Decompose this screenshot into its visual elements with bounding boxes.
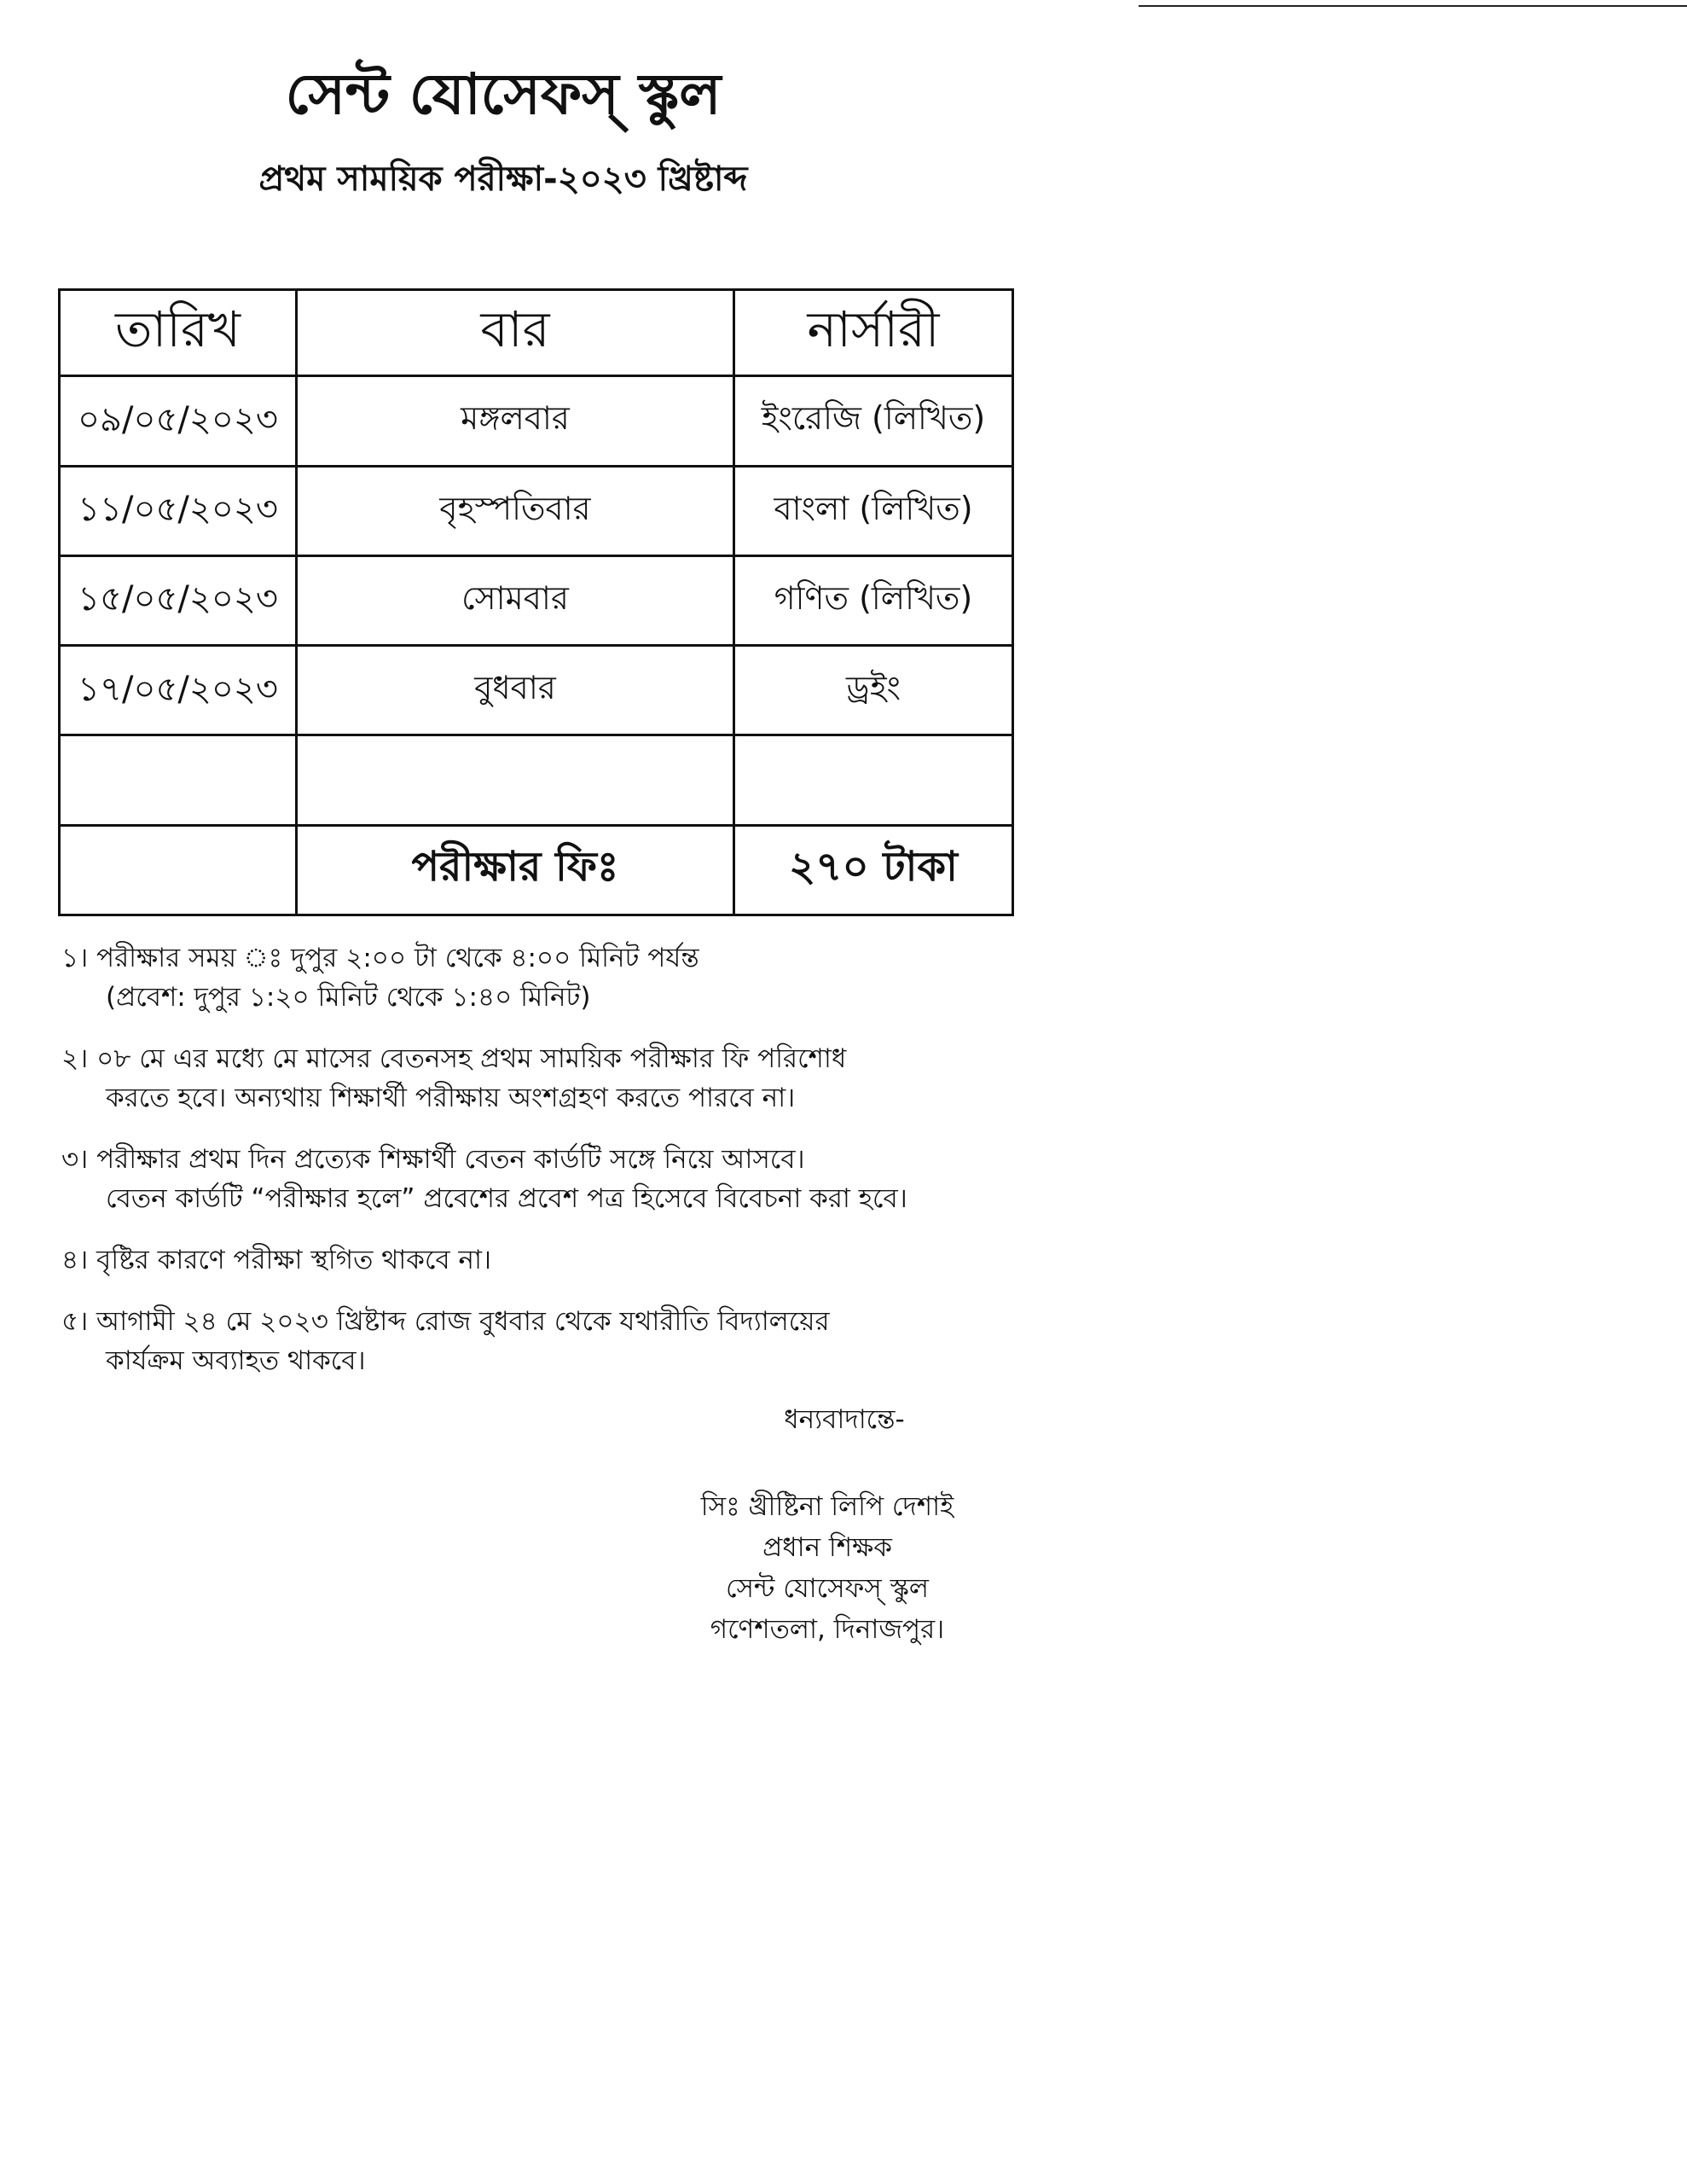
header-date: তারিখ bbox=[60, 290, 297, 376]
table-header-row bbox=[60, 290, 1013, 376]
instruction-line: ৫। আগামী ২৪ মে ২০২৩ খ্রিষ্টাব্দ রোজ বুধবার থেকে যথারীতি বিদ্যালয়ের bbox=[61, 1306, 830, 1337]
exam-schedule-table bbox=[58, 288, 1014, 916]
header-day: বার bbox=[297, 290, 734, 376]
cell-day: বুধবার bbox=[297, 646, 734, 735]
cell-empty bbox=[734, 735, 1013, 825]
cell-day: সোমবার bbox=[297, 555, 734, 645]
instruction-line: ১। পরীক্ষার সময় ঃ দুপুর ২:০০ টা থেকে ৪:০০ মিনিট পর্যন্ত bbox=[61, 943, 699, 973]
cell-subject: বাংলা (লিখিত) bbox=[734, 466, 1013, 555]
closing-thanks: ধন্যবাদান্তে- bbox=[784, 1404, 905, 1435]
exam-title: প্রথম সাময়িক পরীক্ষা-২০২৩ খ্রিষ্টাব্দ bbox=[258, 160, 748, 199]
signatory-name: সিঃ খ্রীষ্টিনা লিপি দেশাই bbox=[700, 1491, 954, 1522]
table-row-fee bbox=[60, 825, 1013, 915]
scan-edge-line bbox=[1139, 5, 1687, 7]
instruction-line: বেতন কার্ডটি “পরীক্ষার হলে” প্রবেশের প্রবেশ পত্র হিসেবে বিবেচনা করা হবে। bbox=[106, 1183, 907, 1214]
instruction-item bbox=[61, 1302, 1042, 1380]
signature-block bbox=[682, 1399, 972, 1650]
instructions-list bbox=[61, 938, 1042, 1403]
instruction-line: করতে হবে। অন্যথায় শিক্ষার্থী পরীক্ষায় অংশগ্রহণ করতে পারবে না। bbox=[106, 1083, 796, 1113]
cell-empty bbox=[297, 735, 734, 825]
instruction-line: ৩। পরীক্ষার প্রথম দিন প্রত্যেক শিক্ষার্থী বেতন কার্ডটি সঙ্গে নিয়ে আসবে। bbox=[61, 1144, 805, 1175]
cell-subject: ইংরেজি (লিখিত) bbox=[734, 376, 1013, 466]
fee-label: পরীক্ষার ফিঃ bbox=[297, 825, 734, 915]
table-row bbox=[60, 646, 1013, 735]
cell-date: ১১/০৫/২০২৩ bbox=[60, 466, 297, 555]
cell-date: ১৫/০৫/২০২৩ bbox=[60, 555, 297, 645]
cell-empty bbox=[60, 825, 297, 915]
signatory-address: গণেশতলা, দিনাজপুর। bbox=[710, 1614, 945, 1645]
instruction-item bbox=[61, 1240, 1042, 1280]
cell-date: ০৯/০৫/২০২৩ bbox=[60, 376, 297, 466]
instruction-line: কার্যক্রম অব্যাহত থাকবে। bbox=[106, 1345, 366, 1376]
cell-subject: গণিত (লিখিত) bbox=[734, 555, 1013, 645]
cell-day: মঙ্গলবার bbox=[297, 376, 734, 466]
instruction-item bbox=[61, 1039, 1042, 1118]
school-name: সেন্ট যোসেফস্ স্কুল bbox=[285, 61, 722, 127]
table-row bbox=[60, 376, 1013, 466]
table-row bbox=[60, 555, 1013, 645]
cell-subject: ড্রইং bbox=[734, 646, 1013, 735]
signatory-designation: প্রধান শিক্ষক bbox=[762, 1532, 892, 1563]
cell-day: বৃহস্পতিবার bbox=[297, 466, 734, 555]
instruction-line: ৪। বৃষ্টির কারণে পরীক্ষা স্থগিত থাকবে না। bbox=[61, 1245, 492, 1275]
cell-empty bbox=[60, 735, 297, 825]
instruction-line: ২। ০৮ মে এর মধ্যে মে মাসের বেতনসহ প্রথম সাময়িক পরীক্ষার ফি পরিশোধ bbox=[61, 1043, 847, 1074]
instruction-item bbox=[61, 938, 1042, 1017]
header-class: নার্সারী bbox=[734, 290, 1013, 376]
fee-value: ২৭০ টাকা bbox=[734, 825, 1013, 915]
table-row-empty bbox=[60, 735, 1013, 825]
instruction-line: (প্রবেশ: দুপুর ১:২০ মিনিট থেকে ১:৪০ মিনিট) bbox=[106, 982, 591, 1013]
signatory-school: সেন্ট যোসেফস্ স্কুল bbox=[725, 1573, 930, 1604]
table-row bbox=[60, 466, 1013, 555]
instruction-item bbox=[61, 1140, 1042, 1218]
cell-date: ১৭/০৫/২০২৩ bbox=[60, 646, 297, 735]
